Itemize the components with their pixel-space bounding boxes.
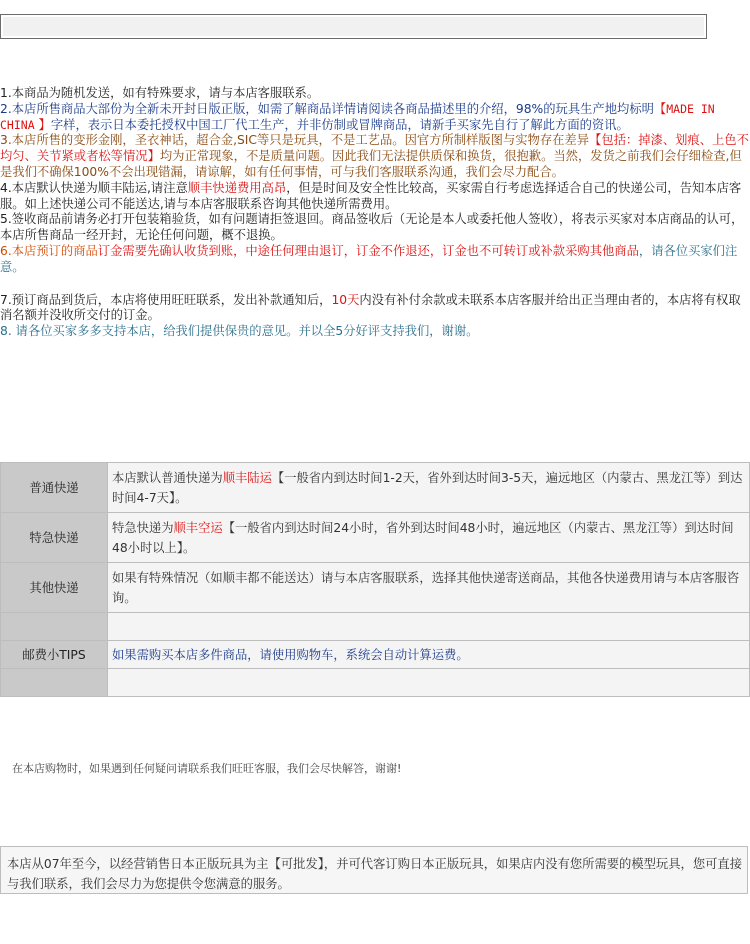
row1-post: 【一般省内到达时间1-2天，省外到达时间3-5天，遍远地区（内蒙古、黑龙江等）到达时间4-7天】。 [112,470,743,505]
store-intro-box: 本店从07年至今，以经营销售日本正版玩具为主【可批发】，并可代客订购日本正版玩具，如果店内没有您所需要的模型玩具，您可直接与我们联系，我们会尽力为您提供令您满意的服务。 [0,846,748,894]
note-3 [0,133,750,180]
row-label-empty-2 [1,669,108,697]
note-7-text-a: 7.预订商品到货后，本店将使用旺旺联系，发出补款通知后， [0,292,332,307]
row-content-empty [108,613,750,641]
row1-highlight: 顺丰陆运 [222,470,272,485]
row-label-express: 特急快递 [1,513,108,563]
note-1: 1.本商品为随机发送，如有特殊要求，请与本店客服联系。 [0,86,320,100]
table-row [1,669,750,697]
note-3-text-c: 均为正常现象，不是质量问题。因此我们无法提供质保和换货，很抱歉。当然，发货之前我们会仔细检查,但是我们不确保100%不会出现错漏，请谅解，如有任何事情，可与我们客服联系沟通，我们会尽力配合。 [0,149,742,179]
header-box-inner [3,17,704,36]
note-7-highlight: 10天 [331,292,360,307]
row-label-other: 其他快递 [1,563,108,613]
table-row [1,641,750,669]
note-2-text-c: 字样，表示日本委托授权中国工厂代工生产，并非仿制或冒牌商品，请新手买家先自行了解此方面的资讯。 [50,117,629,132]
row-content-express [108,513,750,563]
note-7 [0,293,750,325]
note-4 [0,181,750,213]
note-4-highlight: 顺丰快递费用高昂 [187,180,287,195]
header-box [0,14,707,39]
table-row [1,613,750,641]
note-6-text-c: ，请各位买家们注意。 [0,243,738,274]
row2-post: 【一般省内到达时间24小时，省外到达时间48小时，遍远地区（内蒙古、黑龙江等）到达时间48小时以上】。 [112,520,734,555]
row2-pre: 特急快递为 [112,520,174,535]
table-row [1,513,750,563]
note-3-highlight: 【包括：掉漆、划痕、上色不均匀、关节紧或者松等情况】 [0,133,749,164]
row-label-normal: 普通快递 [1,463,108,513]
note-6 [0,244,750,276]
row-content-empty-2 [108,669,750,697]
row-label-empty [1,613,108,641]
note-3-text-a: 3.本店所售的变形金刚，圣衣神话，超合金,SIC等只是玩具，不是工艺品。因官方所制样版图与实物存在差异 [0,133,590,148]
note-2-text-a: 2.本店所售商品大部份为全新未开封日版正版，如需了解商品详情请阅读各商品描述里的介绍，98%的玩具生产地均标明 [0,101,654,116]
note-2: 2.本店所售商品大部份为全新未开封日版正版，如需了解商品详情请阅读各商品描述里的介绍，98%的玩具生产地均标明【MADE IN CHINA 】字样，表示日本委托授权中国工厂代工生产，并非仿制或冒牌商品，请新手买家先自行了解此方面的资讯。 [0,101,715,132]
note-2-made-in-china: MADE IN CHINA [0,101,715,132]
shipping-table [0,462,750,697]
note-8: 8. 请各位买家多多支持本店，给我们提供保贵的意见。并以全5分好评支持我们，谢谢。 [0,324,479,339]
row-content-normal [108,463,750,513]
table-row [1,563,750,613]
row-label-tips: 邮费小TIPS [1,641,108,669]
note-4-text-a: 4.本店默认快递为顺丰陆运,请注意 [0,180,188,195]
store-notes [0,86,750,340]
row-content-other: 如果有特殊情况（如顺丰都不能送达）请与本店客服联系，选择其他快递寄送商品，其他各快递费用请与本店客服咨询。 [108,563,750,613]
row1-pre: 本店默认普通快递为 [112,470,223,485]
note-6-text-a: 6.本店预订的商品 [0,243,98,258]
note-5: 5.签收商品前请务必打开包装箱验货，如有问题请拒签退回。商品签收后（无论是本人或委托他人签收），将表示买家对本店商品的认可，本店所售商品一经开封，无论任何问题，概不退换。 [0,212,744,243]
note-6-highlight: 订金需要先确认收货到账，中途任何理由退订，订金不作退还，订金也不可转订或补款采购其他商品 [97,243,639,258]
row-content-tips: 如果需购买本店多件商品，请使用购物车，系统会自动计算运费。 [108,641,750,669]
contact-message: 在本店购物时，如果遇到任何疑问请联系我们旺旺客服，我们会尽快解答，谢谢! [12,762,402,775]
row2-highlight: 顺丰空运 [173,520,223,535]
note-4-text-c: ，但是时间及安全性比较高，买家需自行考虑选择适合自己的快递公司，告知本店客服。如上述快递公司不能送达,请与本店客服联系咨询其他快递所需费用。 [0,180,742,211]
table-row [1,463,750,513]
note-7-text-c: 内没有补付余款或未联系本店客服并给出正当理由者的，本店将有权取消名额并没收所交付的订金。 [0,292,741,323]
